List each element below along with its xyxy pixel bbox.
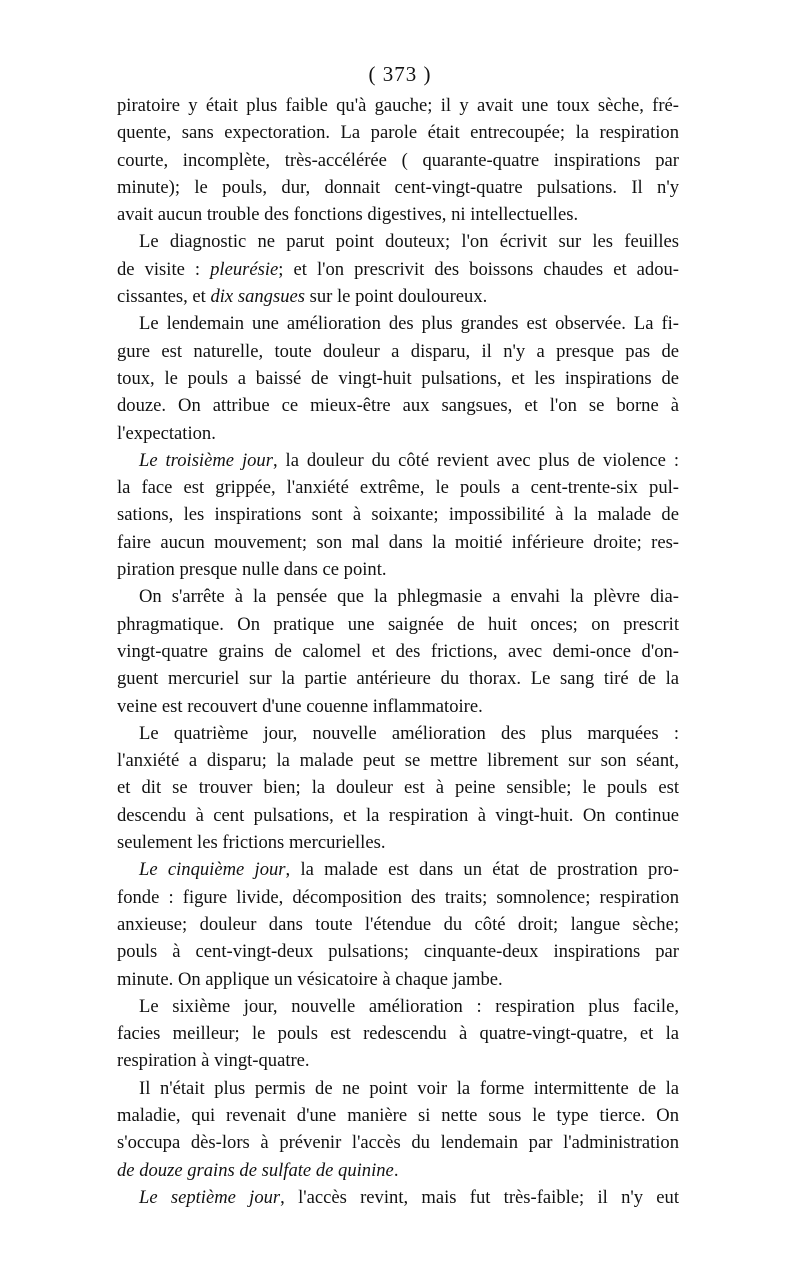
text-line: [117, 1020, 679, 1047]
text-line: [117, 283, 679, 310]
line-text: vingt-quatre grains de calomel et des frictions, avec demi-once d'on-: [117, 640, 679, 662]
text-line: [117, 638, 679, 665]
line-text: anxieuse; douleur dans toute l'étendue du côté droit; langue sèche;: [117, 913, 679, 935]
text-line: [117, 147, 679, 174]
line-text: Il n'était plus permis de ne point voir la forme intermittente de la: [139, 1077, 679, 1099]
text-line: [117, 338, 679, 365]
text-line: [117, 747, 679, 774]
page-number: ( 373 ): [368, 62, 432, 86]
text-line: [117, 474, 679, 501]
italic-phrase: dix sangsues: [210, 286, 305, 308]
text-line: [117, 501, 679, 528]
italic-phrase: Le troisième jour: [139, 449, 273, 471]
text-line: [117, 802, 679, 829]
line-text: Le quatrième jour, nouvelle amélioration des plus marquées :: [139, 722, 679, 744]
line-text: minute. On applique un vésicatoire à chaque jambe.: [117, 968, 503, 990]
line-text: , la douleur du côté revient avec plus de violence :: [272, 449, 679, 471]
text-line: [117, 884, 679, 911]
line-text: On s'arrête à la pensée que la phlegmasie a envahi la plèvre dia-: [139, 586, 679, 608]
text-line: [117, 228, 679, 255]
body-text: [117, 92, 679, 1211]
text-line: [117, 310, 679, 337]
text-line: [117, 365, 679, 392]
line-text: descendu à cent pulsations, et la respiration à vingt-huit. On continue: [117, 804, 679, 826]
line-text: pouls à cent-vingt-deux pulsations; cinquante-deux inspirations par: [117, 941, 679, 963]
line-text: douze. On attribue ce mieux-être aux sangsues, et l'on se borne à: [117, 395, 679, 417]
text-line: [117, 720, 679, 747]
line-text: phragmatique. On pratique une saignée de huit onces; on prescrit: [117, 613, 679, 635]
italic-phrase: de douze grains de sulfate de quinine: [117, 1159, 394, 1181]
text-line: [117, 665, 679, 692]
line-text: et dit se trouver bien; la douleur est à peine sensible; le pouls est: [117, 777, 679, 799]
line-text: quente, sans expectoration. La parole était entrecoupée; la respiration: [117, 122, 679, 144]
line-text: , l'accès revint, mais fut très-faible; il n'y eut: [280, 1186, 679, 1208]
line-text: gure est naturelle, toute douleur a disparu, il n'y a presque pas de: [117, 340, 679, 362]
line-text: .: [393, 1159, 399, 1181]
text-line: [117, 1157, 679, 1184]
text-line: [117, 1075, 679, 1102]
text-line: [117, 556, 679, 583]
text-line: [117, 774, 679, 801]
line-text: faire aucun mouvement; son mal dans la moitié inférieure droite; res-: [117, 531, 679, 553]
text-line: [117, 1047, 679, 1074]
text-line: [117, 256, 679, 283]
line-text: ; et l'on prescrivit des boissons chaudes et adou-: [278, 258, 679, 280]
line-text: maladie, qui revenait d'une manière si nette sous le type tierce. On: [117, 1104, 679, 1126]
text-line: [117, 829, 679, 856]
text-line: [117, 856, 679, 883]
italic-phrase: Le cinquième jour: [139, 859, 286, 881]
line-text: sations, les inspirations sont à soixante; impossibilité à la malade de: [117, 504, 679, 526]
italic-phrase: pleurésie: [210, 258, 279, 280]
text-line: [117, 1102, 679, 1129]
line-text: toux, le pouls a baissé de vingt-huit pulsations, et les inspirations de: [117, 367, 679, 389]
text-line: [117, 174, 679, 201]
text-line: [117, 1184, 679, 1211]
text-line: [117, 966, 679, 993]
line-text: piration presque nulle dans ce point.: [117, 559, 387, 581]
text-line: [117, 392, 679, 419]
text-line: [117, 119, 679, 146]
line-text: seulement les frictions mercurielles.: [117, 832, 386, 854]
text-line: [117, 529, 679, 556]
line-text: Le sixième jour, nouvelle amélioration : respiration plus facile,: [139, 995, 679, 1017]
line-text: l'anxiété a disparu; la malade peut se mettre librement sur son séant,: [117, 750, 679, 772]
text-line: [117, 583, 679, 610]
line-text: cissantes, et: [117, 286, 211, 308]
line-text: respiration à vingt-quatre.: [117, 1050, 310, 1072]
line-text: fonde : figure livide, décomposition des traits; somnolence; respiration: [117, 886, 679, 908]
line-text: , la malade est dans un état de prostration pro-: [285, 859, 679, 881]
italic-phrase: Le septième jour: [139, 1186, 281, 1208]
line-text: guent mercuriel sur la partie antérieure du thorax. Le sang tiré de la: [117, 668, 679, 690]
text-line: [117, 911, 679, 938]
text-line: [117, 420, 679, 447]
text-line: [117, 611, 679, 638]
line-text: courte, incomplète, très-accélérée ( quarante-quatre inspirations par: [117, 149, 679, 171]
text-line: [117, 938, 679, 965]
line-text: sur le point douloureux.: [304, 286, 488, 308]
line-text: avait aucun trouble des fonctions digestives, ni intellectuelles.: [117, 204, 579, 226]
text-line: [117, 201, 679, 228]
text-line: [117, 1129, 679, 1156]
line-text: minute); le pouls, dur, donnait cent-vingt-quatre pulsations. Il n'y: [117, 176, 679, 198]
line-text: veine est recouvert d'une couenne inflammatoire.: [117, 695, 483, 717]
line-text: piratoire y était plus faible qu'à gauche; il y avait une toux sèche, fré-: [117, 95, 679, 116]
text-line: [117, 92, 679, 119]
text-line: [117, 993, 679, 1020]
text-line: [117, 693, 679, 720]
line-text: s'occupa dès-lors à prévenir l'accès du lendemain par l'administration: [117, 1132, 679, 1154]
line-text: la face est grippée, l'anxiété extrême, le pouls a cent-trente-six pul-: [117, 477, 679, 499]
line-text: Le lendemain une amélioration des plus grandes est observée. La fi-: [139, 313, 679, 335]
line-text: facies meilleur; le pouls est redescendu à quatre-vingt-quatre, et la: [117, 1023, 679, 1045]
line-text: de visite :: [117, 258, 211, 280]
line-text: Le diagnostic ne parut point douteux; l'on écrivit sur les feuilles: [139, 231, 679, 253]
text-line: [117, 447, 679, 474]
line-text: l'expectation.: [117, 422, 216, 444]
